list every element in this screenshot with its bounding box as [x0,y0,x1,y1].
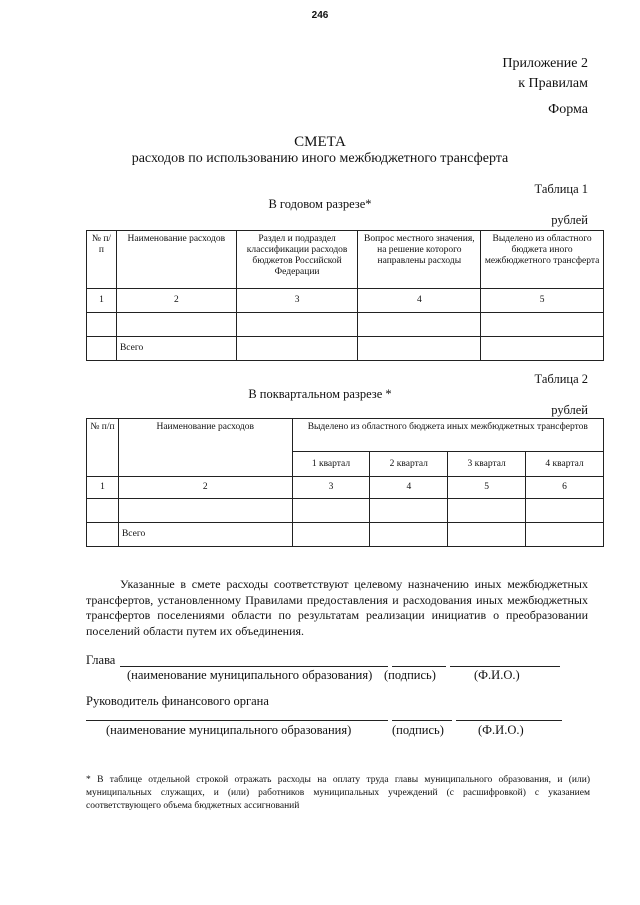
municipality-caption-2: (наименование муниципального образования) [106,723,352,737]
signature-caption-2: (подпись) [392,723,444,737]
table1-header-cell: Раздел и подраздел классификации расходов бюджетов Российской Федерации [236,231,358,289]
form-label: Форма [548,102,588,117]
quarter-cell: 4 квартал [526,452,604,477]
table1-header-row [87,231,604,289]
table1-header-cell: № п/п [87,231,117,289]
table2-number-cell: 2 [118,477,292,499]
footnote: * В таблице отдельной строкой отражать расходы на оплату труда главы муниципального образования, и (или) муниципальных служащих, и (или) работников муниципальных учреждений (с расшифровкой) с указанием соответствующего объема бюджетных ассигнований [86,775,590,811]
table-annual [86,230,604,361]
table-quarterly [86,418,604,547]
fio-line-2 [456,720,562,721]
municipality-caption: (наименование муниципального образования) [127,668,373,682]
table1-number-cell: 4 [358,289,481,313]
table2-total-label: Всего [118,523,292,547]
table1-number-cell: 5 [481,289,604,313]
document-subtitle: расходов по использованию иного межбюджетного трансферта [131,151,509,166]
table1-caption: В годовом разрезе* [268,197,372,211]
municipality-line [120,666,388,667]
quarter-cell: 1 квартал [292,452,370,477]
table2-header-num: № п/п [87,419,119,477]
table2-header-row [87,419,604,452]
quarter-cell: 3 квартал [448,452,526,477]
table2-number-cell: 3 [292,477,370,499]
table2-header-name: Наименование расходов [118,419,292,477]
table1-units: рублей [551,213,588,227]
appendix-label: Приложение 2 [502,56,588,71]
finance-head-label: Руководитель финансового органа [86,694,269,708]
table2-number-row [87,477,604,499]
signature-line-2 [392,720,452,721]
table2-label: Таблица 2 [534,372,588,386]
table1-header-cell: Выделено из областного бюджета иного межбюджетного трансферта [481,231,604,289]
statement-paragraph: Указанные в смете расходы соответствуют целевому назначению иных межбюджетных трансфертов, установленному Правилами предоставления и расходования иных межбюджетных трансфертов поселениями области по результатам реализации инициатив о преобразовании поселений области путем их объединения. [86,577,588,638]
table2-number-cell: 6 [526,477,604,499]
signature-line [392,666,446,667]
signature-caption: (подпись) [384,668,436,682]
document-title: СМЕТА [294,134,346,150]
table1-label: Таблица 1 [534,182,588,196]
table1-header-cell: Наименование расходов [116,231,236,289]
table1-total-label: Всего [116,337,236,361]
page-number: 246 [311,10,329,21]
table2-number-cell: 4 [370,477,448,499]
table2-empty-row [87,499,604,523]
fio-caption-2: (Ф.И.О.) [478,723,524,737]
table2-number-cell: 5 [448,477,526,499]
table2-caption: В поквартальном разрезе * [248,387,392,401]
table1-header-cell: Вопрос местного значения, на решение которого направлены расходы [358,231,481,289]
rules-label: к Правилам [518,76,588,91]
table2-units: рублей [551,403,588,417]
table1-empty-row [87,313,604,337]
quarter-cell: 2 квартал [370,452,448,477]
municipality-line-2 [86,720,388,721]
table1-number-row [87,289,604,313]
table1-number-cell: 3 [236,289,358,313]
table2-header-alloc: Выделено из областного бюджета иных межбюджетных трансфертов [292,419,603,452]
table1-number-cell: 2 [116,289,236,313]
fio-line [450,666,560,667]
fio-caption: (Ф.И.О.) [474,668,520,682]
table2-total-row [87,523,604,547]
table2-number-cell: 1 [87,477,119,499]
table1-total-row [87,337,604,361]
table1-number-cell: 1 [87,289,117,313]
head-label: Глава [86,653,116,667]
